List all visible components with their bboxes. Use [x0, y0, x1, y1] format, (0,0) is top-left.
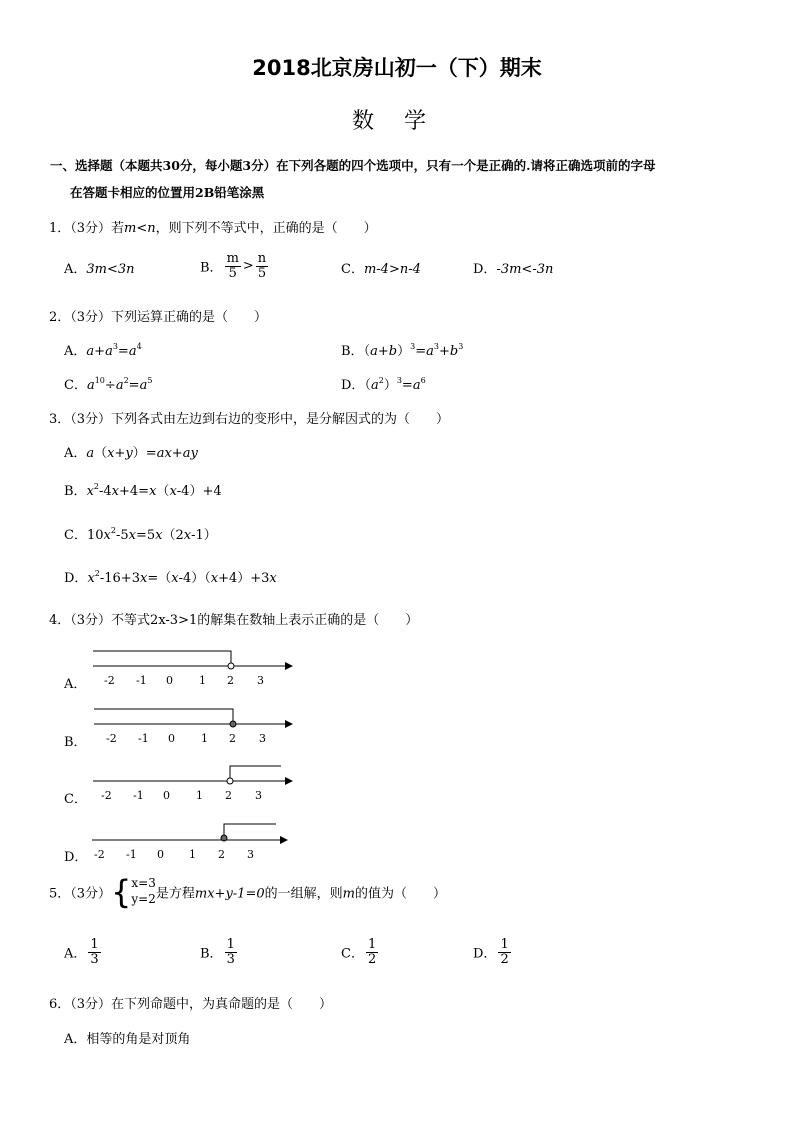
question-2-option-b[interactable]: B．$(a+b)^3=a^3+b^3$	[341, 342, 464, 359]
page-title: 2018北京房山初一（下）期末	[252, 56, 542, 80]
open-endpoint	[227, 778, 233, 784]
tick-label: 1	[189, 848, 196, 861]
tick-label: 1	[201, 732, 208, 745]
question-1-option-a[interactable]: A．3m<3n	[64, 262, 135, 277]
question-1-option-c[interactable]: C．m-4>n-4	[341, 262, 421, 277]
question-1-option-b[interactable]: B． $\frac{m}{5}$ > $\frac{n}{5}$	[200, 251, 267, 281]
question-1-stem: 1．（3分）若m<n，则下列不等式中，正确的是（ ）	[49, 221, 377, 236]
solution-ray	[93, 651, 231, 664]
tick-label: 2	[218, 848, 225, 861]
question-2-option-d[interactable]: D．$(a^2)^3=a^6$	[341, 376, 426, 393]
question-2-option-c[interactable]: C．$a^{10}\div a^2=a^5$	[64, 376, 153, 393]
tick-label: 0	[157, 848, 164, 861]
closed-endpoint	[230, 721, 236, 727]
solution-ray	[230, 766, 281, 779]
tick-label: 2	[227, 674, 234, 687]
tick-label: 0	[163, 789, 170, 802]
tick-label: 3	[259, 732, 266, 745]
question-3-option-c[interactable]: C．$10x^2-5x=5x(2x-1)$	[64, 526, 217, 543]
question-4-option-c-label[interactable]: C．	[64, 792, 87, 807]
number-line-b[interactable]	[88, 704, 293, 746]
number-line-d[interactable]	[88, 820, 293, 862]
tick-label: 1	[199, 674, 206, 687]
tick-label: -1	[133, 789, 144, 802]
question-6-stem: 6．（3分）在下列命题中，为真命题的是（ ）	[49, 997, 333, 1012]
axis-arrow	[280, 836, 288, 844]
subject-title: 数学	[352, 109, 457, 134]
left-brace: {	[111, 873, 132, 911]
axis-arrow	[285, 662, 293, 670]
tick-label: 3	[255, 789, 262, 802]
tick-label: -2	[104, 674, 115, 687]
question-5-option-c[interactable]: C． $\frac{1}{2}$	[341, 937, 377, 967]
tick-label: 3	[247, 848, 254, 861]
question-3-option-d[interactable]: D．$x^2-16+3x=(x-4)(x+4)+3x$	[64, 569, 277, 586]
question-5-option-d[interactable]: D． $\frac{1}{2}$	[473, 937, 509, 967]
question-5-stem: 5．（3分）{ x=3 y=2 是方程mx+y-1=0的一组解，则m的值为（ ）	[49, 873, 446, 911]
tick-label: 2	[225, 789, 232, 802]
question-3-stem: 3．（3分）下列各式由左边到右边的变形中，是分解因式的为（ ）	[49, 412, 450, 427]
question-6-option-a[interactable]: A．相等的角是对顶角	[64, 1032, 191, 1047]
tick-label: -2	[94, 848, 105, 861]
question-2-option-a[interactable]: A．$a+a^3=a^4$	[64, 342, 142, 359]
question-4-option-a-label[interactable]: A．	[64, 677, 87, 692]
number-line-c[interactable]	[88, 762, 293, 804]
question-3-option-a[interactable]: A．a（x+y）=ax+ay	[64, 446, 198, 461]
question-4-stem: 4．（3分）不等式2x-3>1的解集在数轴上表示正确的是（ ）	[49, 613, 419, 628]
tick-label: 3	[257, 674, 264, 687]
question-2-stem: 2．（3分）下列运算正确的是（ ）	[49, 310, 268, 325]
tick-label: -2	[106, 732, 117, 745]
tick-label: 0	[166, 674, 173, 687]
axis-arrow	[285, 720, 293, 728]
tick-label: 1	[196, 789, 203, 802]
open-endpoint	[228, 663, 234, 669]
tick-label: 0	[168, 732, 175, 745]
closed-endpoint	[221, 835, 227, 841]
section-heading-line2: 在答题卡相应的位置用2B铅笔涂黑	[70, 185, 265, 200]
number-line-a[interactable]	[88, 646, 293, 688]
question-5-option-a[interactable]: A． $\frac{1}{3}$	[64, 937, 99, 967]
question-4-option-d-label[interactable]: D．	[64, 850, 88, 865]
solution-ray	[224, 824, 276, 838]
question-1-option-d[interactable]: D．-3m<-3n	[473, 262, 554, 277]
tick-label: -1	[138, 732, 149, 745]
question-5-option-b[interactable]: B． $\frac{1}{3}$	[200, 937, 235, 967]
solution-ray	[94, 709, 233, 722]
tick-label: -1	[126, 848, 137, 861]
question-4-option-b-label[interactable]: B．	[64, 735, 87, 750]
section-heading: 一、选择题（本题共30分，每小题3分）在下列各题的四个选项中，只有一个是正确的.请将正确选项前的字母	[50, 158, 656, 173]
question-3-option-b[interactable]: B．$x^2-4x+4=x(x-4)+4$	[64, 482, 222, 499]
tick-label: -2	[101, 789, 112, 802]
tick-label: -1	[136, 674, 147, 687]
axis-arrow	[285, 777, 293, 785]
tick-label: 2	[229, 732, 236, 745]
equation-system: x=3 y=2	[131, 876, 156, 906]
